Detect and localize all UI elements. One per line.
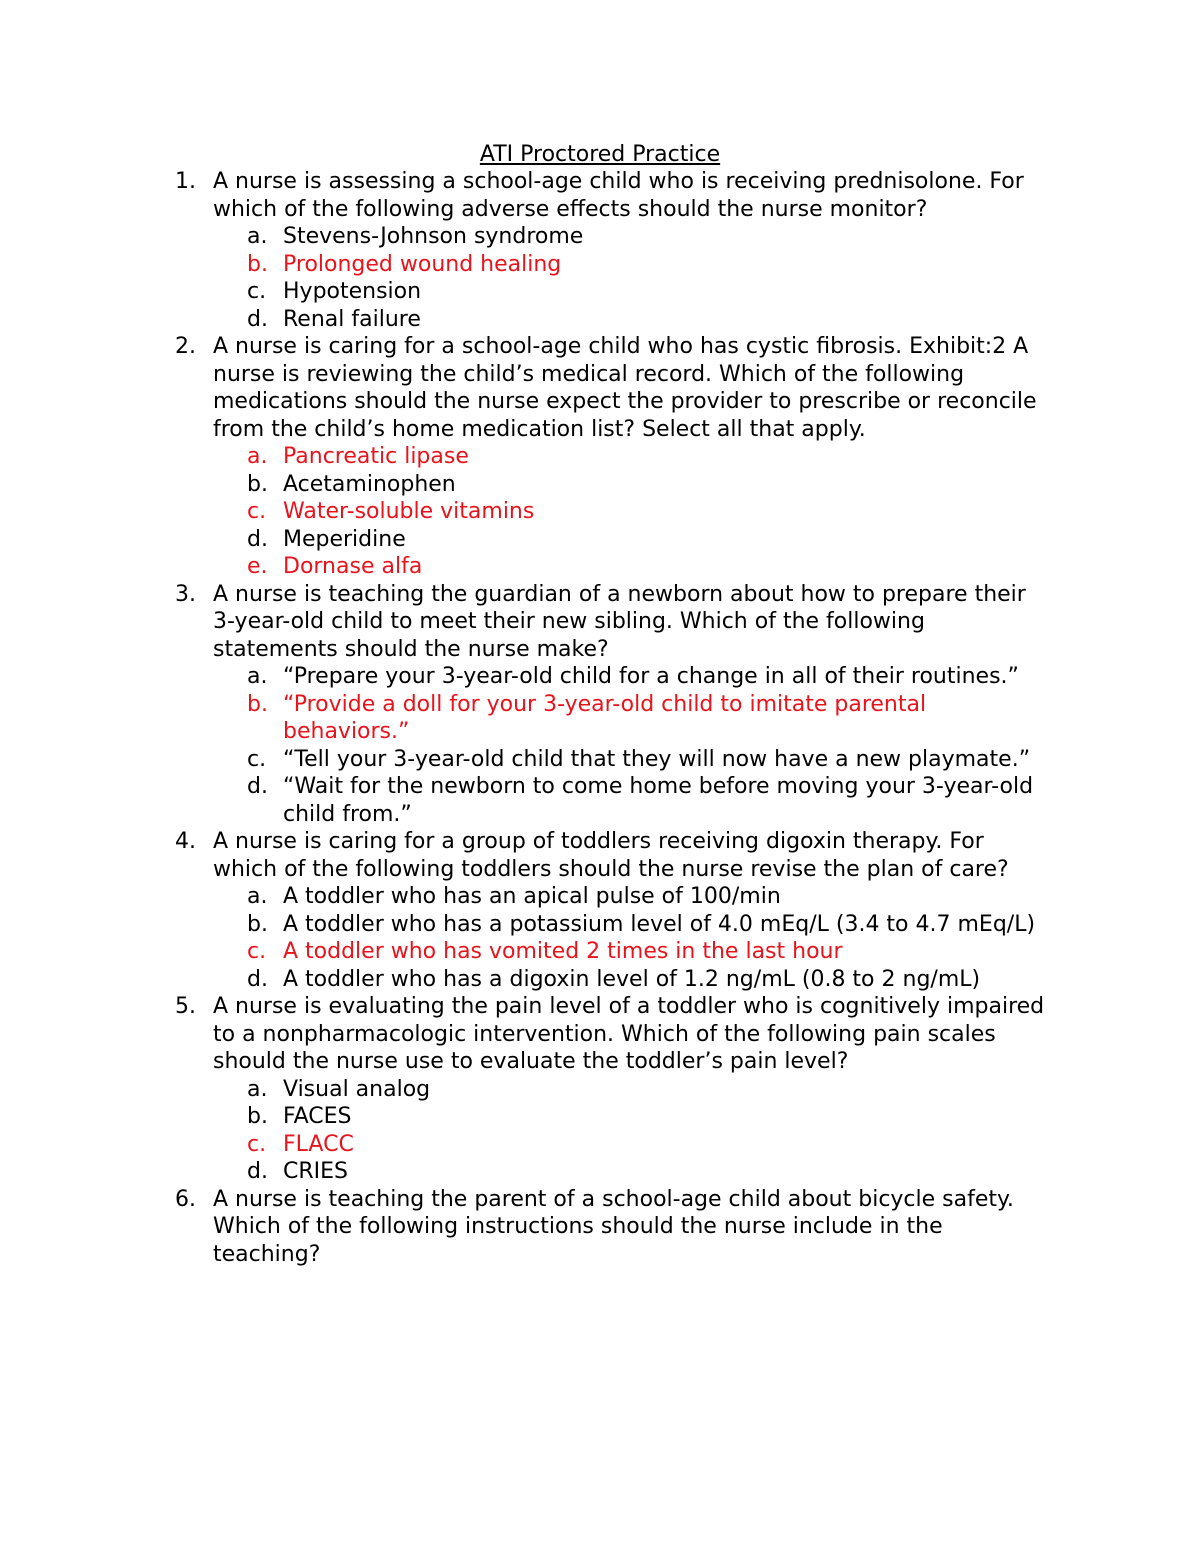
- option-text: Stevens-Johnson syndrome: [283, 224, 584, 249]
- option-letter: d.: [247, 1159, 268, 1184]
- option-letter: d.: [247, 774, 268, 799]
- option-text: Water-soluble vitamins: [283, 499, 535, 524]
- option-item-correct: [213, 691, 1050, 746]
- option-text: Pancreatic lipase: [283, 444, 469, 469]
- question-number: 3.: [175, 581, 196, 607]
- option-letter: a.: [247, 444, 268, 469]
- option-item-correct: [213, 938, 1050, 966]
- question-5: [0, 993, 1200, 1186]
- question-text: A nurse is teaching the guardian of a newborn about how to prepare their 3-year-old child to meet their new sibling. Which of the following statements should the nurse make?: [213, 581, 1026, 662]
- option-item: [213, 278, 1050, 306]
- option-item: [213, 306, 1050, 334]
- option-item: [213, 883, 1050, 911]
- option-letter: c.: [247, 939, 267, 964]
- option-letter: a.: [247, 664, 268, 689]
- option-text: Visual analog: [283, 1076, 431, 1102]
- option-text: CRIES: [283, 1159, 349, 1184]
- option-item: [213, 471, 1050, 499]
- option-item: [213, 663, 1050, 691]
- page-title: ATI Proctored Practice: [479, 142, 721, 167]
- question-text: A nurse is caring for a group of toddlers receiving digoxin therapy. For which of the following toddlers should the nurse revise the plan of care?: [213, 829, 1009, 882]
- option-item: [213, 223, 1050, 251]
- option-letter: b.: [247, 1104, 268, 1129]
- option-text: A toddler who has a potassium level of 4.0 mEq/L (3.4 to 4.7 mEq/L): [283, 911, 1036, 937]
- question-number: 5.: [175, 994, 196, 1019]
- option-text: A toddler who has a digoxin level of 1.2 ng/mL (0.8 to 2 ng/mL): [283, 966, 981, 992]
- option-list: [213, 443, 1050, 581]
- option-item: [213, 966, 1050, 994]
- option-letter: e.: [247, 554, 268, 579]
- option-letter: d.: [247, 526, 268, 552]
- option-letter: b.: [247, 251, 268, 277]
- question-text: A nurse is caring for a school-age child who has cystic fibrosis. Exhibit:2 A nurse is reviewing the child’s medical record. Which of the following medications should the nurse expect the provider to prescribe or reconcile from the child’s home medication list? Select all that apply.: [213, 334, 1037, 442]
- option-item-correct: [213, 1131, 1050, 1159]
- option-letter: d.: [247, 966, 268, 992]
- option-text: “Prepare your 3-year-old child for a change in all of their routines.”: [283, 664, 1019, 689]
- question-1: [0, 168, 1200, 333]
- option-item: [213, 773, 1050, 828]
- option-text: Prolonged wound healing: [283, 251, 562, 277]
- question-6: [0, 1186, 1200, 1269]
- question-number: 2.: [175, 334, 196, 359]
- option-text: Meperidine: [283, 526, 406, 552]
- option-letter: c.: [247, 746, 267, 772]
- option-letter: c.: [247, 279, 267, 304]
- option-item-correct: [213, 498, 1050, 526]
- option-item-correct: [213, 251, 1050, 279]
- option-text: Acetaminophen: [283, 471, 456, 497]
- question-3: [0, 581, 1200, 829]
- question-2: [0, 333, 1200, 581]
- question-number: 6.: [175, 1186, 196, 1212]
- option-letter: a.: [247, 224, 268, 249]
- question-list: [0, 168, 1200, 1268]
- option-item: [213, 911, 1050, 939]
- option-text: “Wait for the newborn to come home before moving your 3-year-old child from.”: [283, 774, 1034, 827]
- option-item-correct: [213, 443, 1050, 471]
- option-list: [213, 663, 1050, 828]
- option-text: Dornase alfa: [283, 554, 423, 579]
- option-text: FACES: [283, 1104, 352, 1129]
- option-item: [213, 746, 1050, 774]
- option-letter: b.: [247, 691, 268, 717]
- option-letter: b.: [247, 471, 268, 497]
- option-letter: c.: [247, 499, 267, 524]
- option-letter: b.: [247, 911, 268, 937]
- option-text: “Tell your 3-year-old child that they will now have a new playmate.”: [283, 746, 1031, 772]
- option-text: A toddler who has an apical pulse of 100/min: [283, 884, 781, 909]
- question-text: A nurse is assessing a school-age child who is receiving prednisolone. For which of the following adverse effects should the nurse monitor?: [213, 169, 1024, 222]
- option-list: [213, 883, 1050, 993]
- option-letter: a.: [247, 884, 268, 909]
- option-item: [213, 1103, 1050, 1131]
- option-letter: d.: [247, 306, 268, 332]
- question-number: 1.: [175, 169, 196, 194]
- option-text: Hypotension: [283, 279, 422, 304]
- option-item: [213, 1158, 1050, 1186]
- option-item: [213, 526, 1050, 554]
- option-list: [213, 1076, 1050, 1186]
- question-number: 4.: [175, 829, 196, 854]
- option-letter: c.: [247, 1131, 267, 1157]
- option-item: [213, 1076, 1050, 1104]
- option-text: Renal failure: [283, 306, 421, 332]
- question-text: A nurse is teaching the parent of a school-age child about bicycle safety. Which of the following instructions should the nurse include in the teaching?: [213, 1186, 1014, 1267]
- question-text: A nurse is evaluating the pain level of a toddler who is cognitively impaired to a nonpharmacologic intervention. Which of the following pain scales should the nurse use to evaluate the toddler’s pain level?: [213, 994, 1045, 1074]
- option-item-correct: [213, 553, 1050, 581]
- option-text: “Provide a doll for your 3-year-old child to imitate parental behaviors.”: [283, 691, 927, 744]
- option-letter: a.: [247, 1076, 268, 1102]
- option-text: FLACC: [283, 1131, 354, 1157]
- option-text: A toddler who has vomited 2 times in the last hour: [283, 939, 843, 964]
- question-4: [0, 828, 1200, 993]
- option-list: [213, 223, 1050, 333]
